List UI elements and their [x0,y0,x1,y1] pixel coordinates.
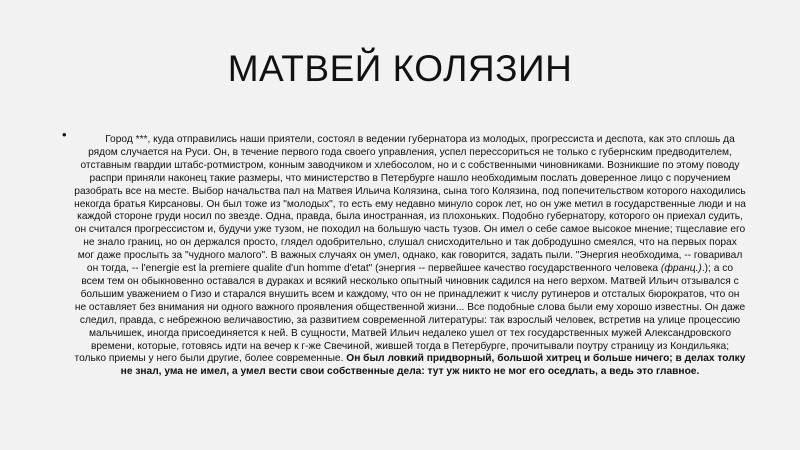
bullet-marker: • [62,127,67,142]
body-paragraph [74,134,746,379]
paragraph-italic-text: (франц.) [660,263,702,275]
slide-title: МАТВЕЙ КОЛЯЗИН [227,48,573,89]
paragraph-bold-text: Он был ловкий придворный, большой хитрец и больше ничего; в делах толку не знал, ума не имел, а умел вести свои собственные дела: тут уж никто не мог его оседлать, а ведь это главное. [120,353,746,378]
paragraph-rest-text: .); а со всем тем он обыкновенно оставался в дураках и всякий несколько опытный чиновник садился на него верхом. Матвей Ильич отзывался с большим уважением о Гизо и старался внушить всем и каждому, что он не принадлежит к числу рутинеров и отсталых бюрократов, что он не оставляет без внимания ни одного важного проявления общественной жизни... Все подобные слова были ему хорошо известны. Он даже следил, правда, с небрежною величавостию, за развитием современной литературы: так взрослый человек, встретив на улице процессию мальчишек, иногда присоединяется к ней. В сущности, Матвей Ильич недалеко ушел от тех государственных мужей Александровского времени, которые, готовясь идти на вечер к г-же Свечиной, жившей тогда в Петербурге, прочитывали поутру страницу из Кондильяка; только приемы у него были другие, более современные. [74,263,746,365]
paragraph-main-text: Город ***, куда отправились наши приятели, состоял в ведении губернатора из молодых, прогрессиста и деспота, как это сплошь да рядом случается на Руси. Он, в течение первого года своего управления, успел перессориться не только с губернским предводителем, отставным гвардии штабс-ротмистром, конным заводчиком и хлебосолом, но и с собственными чиновниками. Возникшие по этому поводу распри приняли наконец такие размеры, что министерство в Петербурге нашло необходимым послать доверенное лицо с поручением разобрать все на месте. Выбор начальства пал на Матвея Ильича Колязина, сына того Колязина, под попечительством которого находились некогда братья Кирсановы. Он был тоже из "молодых", то есть ему недавно минуло сорок лет, но он уже метил в государственные люди и на каждой стороне груди носил по звезде. Одна, правда, была иностранная, из плохоньких. Подобно губернатору, которого он приехал судить, он считался прогрессистом и, будучи уже тузом, не походил на большую часть тузов. Он имел о себе самое высокое мнение; тщеславие его не знало границ, но он держался просто, глядел одобрительно, слушал снисходительно и так добродушно смеялся, что на первых порах мог даже прослыть за "чудного малого". В важных случаях он умел, однако, как говорится, задать пыли. "Энергия необходима, -- говаривал он тогда, -- l'energie est la premiere qualite d'un homme d'etat" (энергия -- первейшее качество государственного человека [74,134,746,275]
